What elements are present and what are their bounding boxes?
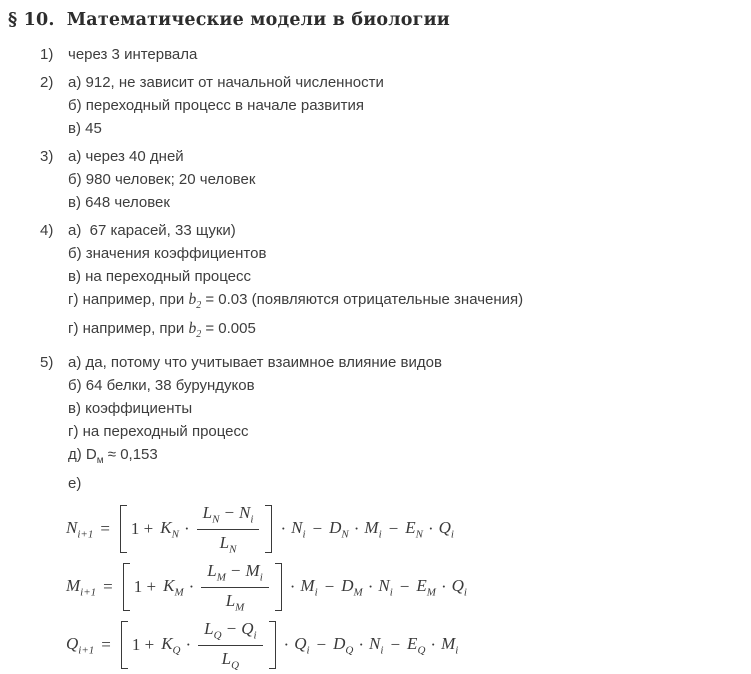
math-var: L <box>204 619 214 639</box>
answer-line: а) 67 карасей, 33 щуки) <box>68 222 236 239</box>
line-text: = 0.005 <box>201 320 256 337</box>
math-subscript: i <box>378 528 382 541</box>
math-var: L <box>221 648 232 668</box>
item-lines <box>68 71 751 140</box>
section-number: § 10. <box>8 10 55 30</box>
math-subscript: i <box>463 586 467 599</box>
formulas-block <box>66 500 751 674</box>
answer-item-4 <box>0 219 751 346</box>
math-var: K <box>161 633 173 653</box>
math-subscript: i <box>450 528 454 541</box>
math-term <box>300 576 317 598</box>
minus-sign: − <box>226 619 237 639</box>
math-subscript: Q <box>172 644 181 657</box>
fraction-numerator <box>201 561 268 587</box>
item-lines <box>68 219 751 346</box>
math-subscript: M <box>235 600 245 613</box>
minus-sign: − <box>230 561 241 581</box>
item-number: 3) <box>40 148 54 165</box>
math-var: L <box>207 561 217 581</box>
math-var: E <box>407 633 418 653</box>
math-subscript: N <box>415 528 423 541</box>
math-var: Q <box>451 575 464 595</box>
answer-line: г) на переходный процесс <box>68 423 249 440</box>
math-term <box>333 634 353 656</box>
math-subscript: i <box>259 571 263 584</box>
multiply-dot: · <box>353 519 360 538</box>
math-subscript: Q <box>231 658 240 671</box>
math-var: M <box>66 575 81 595</box>
document-page <box>0 10 751 671</box>
math-subscript: i+1 <box>80 586 97 599</box>
multiply-dot: · <box>289 577 296 596</box>
math-term <box>441 634 458 656</box>
math-var-b: b <box>188 291 197 308</box>
math-subscript: м <box>96 455 104 466</box>
math-subscript: Q <box>213 629 222 642</box>
fraction <box>198 619 262 671</box>
equals-sign: = <box>101 635 111 654</box>
minus-sign: − <box>324 577 335 596</box>
math-subscript: i <box>314 586 318 599</box>
math-lhs <box>66 518 93 540</box>
fraction <box>201 561 268 613</box>
math-subscript: i+1 <box>77 528 94 541</box>
math-term <box>329 518 349 540</box>
math-coef <box>160 518 179 540</box>
math-term <box>407 634 425 656</box>
item-lines <box>68 145 751 214</box>
bracket-left <box>123 563 130 611</box>
line-text: г) например, при <box>68 320 189 337</box>
formula-n <box>66 500 751 558</box>
line-text: д) <box>68 446 86 463</box>
answer-line: в) на переходный процесс <box>68 268 252 285</box>
equals-sign: = <box>103 577 113 596</box>
fraction-denominator <box>222 646 239 671</box>
math-subscript: M <box>353 586 363 599</box>
answers-list <box>0 43 751 495</box>
math-var: L <box>219 532 230 552</box>
formula-m <box>66 558 751 616</box>
math-term <box>439 518 454 540</box>
line-text: = 0.03 (появляются отрицательные значения) <box>201 291 524 308</box>
math-term <box>369 634 383 656</box>
math-var: N <box>369 633 381 653</box>
minus-sign: − <box>390 635 401 654</box>
math-subscript: N <box>171 528 179 541</box>
multiply-dot: · <box>440 577 447 596</box>
math-var: L <box>225 590 236 610</box>
math-var: Q <box>66 633 79 653</box>
line-text: г) например, при <box>68 291 189 308</box>
math-var-D: D <box>85 446 97 463</box>
math-subscript: 2 <box>196 300 202 311</box>
math-subscript: Q <box>345 644 354 657</box>
math-var: N <box>239 503 251 523</box>
section-title: Математические модели в биологии <box>66 10 450 30</box>
math-subscript: i <box>389 586 393 599</box>
answer-line: б) переходный процесс в начале развития <box>68 97 364 114</box>
answer-line: а) да, потому что учитывает взаимное влияние видов <box>68 354 442 371</box>
page-title <box>8 10 751 30</box>
math-subscript: i <box>302 528 306 541</box>
math-term <box>416 576 436 598</box>
math-term <box>405 518 423 540</box>
math-subscript: M <box>426 586 436 599</box>
bracket-left <box>120 505 127 553</box>
line-text: ≈ 0,153 <box>103 446 158 463</box>
math-term <box>364 518 381 540</box>
bracket-left <box>121 621 128 669</box>
math-term <box>294 634 309 656</box>
math-lhs <box>66 634 94 656</box>
answer-line <box>68 317 751 346</box>
answer-line: в) 45 <box>68 120 102 137</box>
math-var: E <box>405 517 416 537</box>
math-var: N <box>291 517 303 537</box>
multiply-dot: · <box>185 635 192 654</box>
fraction-numerator <box>197 503 260 529</box>
formula-q <box>66 616 751 674</box>
multiply-dot: · <box>280 519 287 538</box>
answer-line: а) через 40 дней <box>68 148 184 165</box>
answer-line: б) 64 белки, 38 бурундуков <box>68 377 255 394</box>
math-var: Q <box>294 633 307 653</box>
math-lhs <box>66 576 96 598</box>
math-subscript: i <box>250 513 254 526</box>
multiply-dot: · <box>188 577 195 596</box>
math-var: K <box>160 517 172 537</box>
fraction-denominator <box>220 530 237 555</box>
fraction-numerator <box>198 619 262 645</box>
minus-sign: − <box>399 577 410 596</box>
math-var: N <box>66 517 78 537</box>
multiply-dot: · <box>183 519 190 538</box>
math-var: D <box>333 633 346 653</box>
math-var: M <box>300 575 315 595</box>
fraction-denominator <box>226 588 245 613</box>
math-term <box>341 576 362 598</box>
item-number: 2) <box>40 74 54 91</box>
minus-sign: − <box>312 519 323 538</box>
math-var: N <box>378 575 390 595</box>
answer-line: в) 648 человек <box>68 194 170 211</box>
minus-sign: − <box>224 503 235 523</box>
item-number: 1) <box>40 46 54 63</box>
bracket-right <box>269 621 276 669</box>
multiply-dot: · <box>430 635 437 654</box>
math-var: L <box>202 503 213 523</box>
answer-line: через 3 интервала <box>68 46 198 63</box>
answer-line: в) коэффициенты <box>68 400 193 417</box>
math-subscript: M <box>216 571 226 584</box>
math-subscript: N <box>212 513 220 526</box>
math-subscript: M <box>174 586 184 599</box>
math-const: 1 + <box>131 635 155 654</box>
math-var: K <box>163 575 175 595</box>
math-term <box>378 576 392 598</box>
math-subscript: i <box>306 644 310 657</box>
math-term <box>452 576 467 598</box>
math-coef <box>163 576 184 598</box>
multiply-dot: · <box>367 577 374 596</box>
math-var: E <box>416 575 427 595</box>
answer-line <box>68 288 751 317</box>
math-var: D <box>341 575 354 595</box>
answer-item-1 <box>0 43 751 66</box>
math-subscript: i <box>253 629 257 642</box>
answer-item-5 <box>0 351 751 495</box>
answer-line: б) 980 человек; 20 человек <box>68 171 256 188</box>
minus-sign: − <box>388 519 399 538</box>
math-coef <box>161 634 180 656</box>
equals-sign: = <box>100 519 110 538</box>
math-subscript: i <box>380 644 384 657</box>
math-var: M <box>441 633 456 653</box>
answer-line: е) <box>68 475 82 492</box>
answer-line: б) значения коэффициентов <box>68 245 267 262</box>
math-term <box>291 518 305 540</box>
math-subscript: 2 <box>196 329 202 340</box>
bracket-right <box>275 563 282 611</box>
math-var: Q <box>241 619 254 639</box>
minus-sign: − <box>316 635 327 654</box>
multiply-dot: · <box>427 519 434 538</box>
fraction <box>197 503 260 555</box>
math-subscript: N <box>341 528 349 541</box>
item-lines <box>68 351 751 495</box>
math-var-b: b <box>188 320 197 337</box>
answer-item-3 <box>0 145 751 214</box>
answer-line: а) 912, не зависит от начальной численности <box>68 74 384 91</box>
math-var: M <box>364 517 379 537</box>
multiply-dot: · <box>358 635 365 654</box>
multiply-dot: · <box>283 635 290 654</box>
math-const: 1 + <box>133 577 157 596</box>
item-number: 4) <box>40 222 54 239</box>
math-var: D <box>329 517 342 537</box>
math-var: Q <box>438 517 451 537</box>
math-const: 1 + <box>130 519 154 538</box>
bracket-right <box>265 505 272 553</box>
math-var: M <box>245 561 260 581</box>
answer-item-2 <box>0 71 751 140</box>
answer-line <box>68 443 751 472</box>
item-number: 5) <box>40 354 54 371</box>
item-lines <box>68 43 751 66</box>
math-subscript: N <box>229 542 237 555</box>
math-subscript: i+1 <box>78 644 95 657</box>
math-subscript: Q <box>417 644 426 657</box>
math-subscript: i <box>455 644 459 657</box>
